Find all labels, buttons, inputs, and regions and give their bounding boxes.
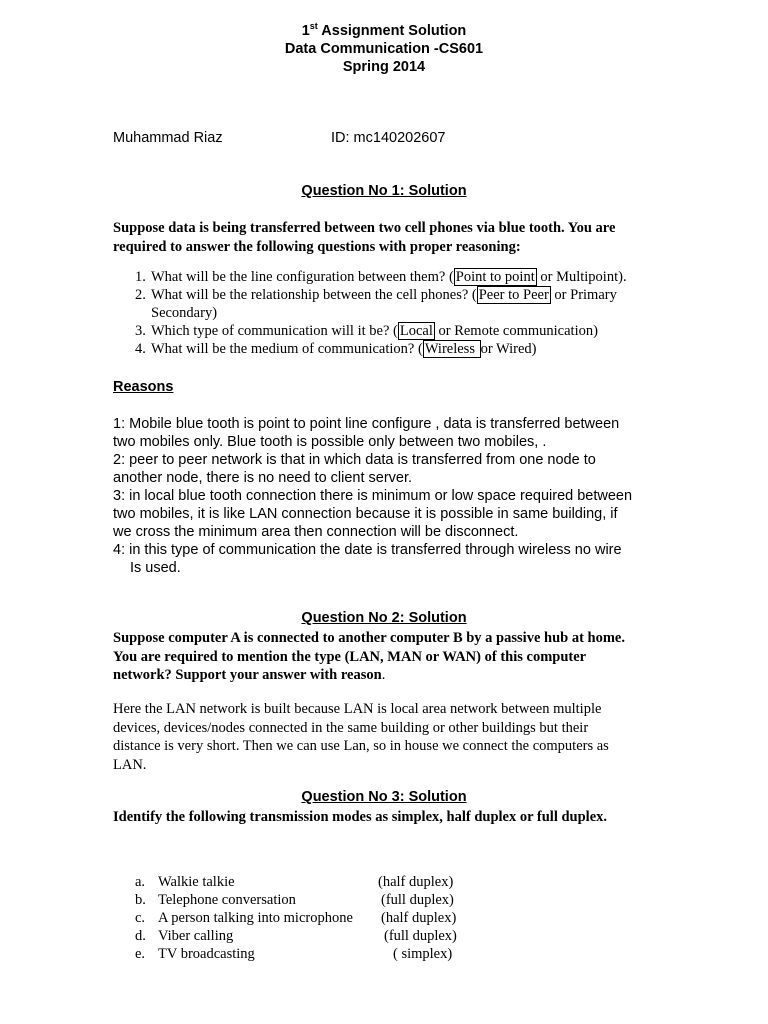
q2-prompt-line3: network? Support your answer with reason. xyxy=(113,667,386,683)
mode-answer: (full duplex) xyxy=(384,928,457,944)
mode-row: b. Telephone conversation (full duplex) xyxy=(135,892,454,908)
q1-item-3: 3. Which type of communication will it be? ( Local or Remote communication) xyxy=(135,323,598,339)
reason-line: 4: in this type of communication the date is transferred through wireless no wire xyxy=(113,542,622,558)
title-number: 1 xyxy=(301,23,310,39)
selected-answer-box: Point to point xyxy=(455,269,535,285)
q2-prompt-line1: Suppose computer A is connected to another computer B by a passive hub at home. xyxy=(113,630,625,646)
q3-prompt: Identify the following transmission modes as simplex, half duplex or full duplex. xyxy=(113,809,608,825)
q2-heading: Question No 2: Solution xyxy=(301,610,467,626)
q1-item-2: 2. What will be the relationship between the cell phones? ( Peer to Peer or Primary Secondary) xyxy=(135,287,617,321)
mode-row: a. Walkie talkie (half duplex) xyxy=(135,874,454,890)
reason-line: another node, there is no need to client server. xyxy=(113,470,413,486)
mode-answer: (half duplex) xyxy=(378,874,454,890)
reason-line: 1: Mobile blue tooth is point to point line configure , data is transferred between xyxy=(113,416,620,432)
selected-answer-box: Wireless xyxy=(424,341,479,357)
q1-item-4: 4. What will be the medium of communication? ( Wireless or Wired) xyxy=(135,341,537,357)
mode-row: e. TV broadcasting ( simplex) xyxy=(135,946,453,962)
selected-answer-box: Local xyxy=(399,323,433,339)
q2-answer xyxy=(113,700,673,774)
reason-line: two mobiles only. Blue tooth is possible only between two mobiles, . xyxy=(113,434,547,450)
mode-answer: (full duplex) xyxy=(381,892,454,908)
q2-prompt xyxy=(113,629,673,685)
q1-item-1: 1. What will be the line configuration between them? ( Point to point or Multipoint). xyxy=(135,269,627,285)
reason-line: 3: in local blue tooth connection there is minimum or low space required between xyxy=(113,488,633,504)
q1-heading: Question No 1: Solution xyxy=(301,183,467,199)
mode-row: c. A person talking into microphone (half duplex) xyxy=(135,910,457,926)
q2-prompt-line2: You are required to mention the type (LAN, MAN or WAN) of this computer xyxy=(113,648,587,665)
reason-line: 2: peer to peer network is that in which data is transferred from one node to xyxy=(113,452,596,468)
course-title: Data Communication -CS601 xyxy=(284,41,484,57)
mode-row: d. Viber calling (full duplex) xyxy=(135,928,457,944)
q1-prompt xyxy=(113,219,673,256)
reason-line: Is used. xyxy=(130,560,181,576)
mode-answer: (half duplex) xyxy=(381,910,457,926)
assignment-title xyxy=(0,22,768,40)
answer-line: Here the LAN network is built because LAN is local area network between multiple xyxy=(113,701,602,717)
q1-prompt-line2: required to answer the following questions with proper reasoning: xyxy=(113,238,521,255)
answer-line: devices, devices/nodes connected in the same building or other buildings but their xyxy=(113,719,589,736)
student-name: Muhammad Riaz xyxy=(113,130,223,146)
reasons-heading: Reasons xyxy=(113,379,174,395)
title-superscript: st xyxy=(309,21,318,32)
reason-line: we cross the minimum area then connection will be disconnect. xyxy=(113,524,519,540)
reason-line: two mobiles, it is like LAN connection because it is possible in same building, if xyxy=(113,506,618,522)
student-id: ID: mc140202607 xyxy=(331,130,446,146)
title-text: Assignment Solution xyxy=(317,23,467,39)
semester-title: Spring 2014 xyxy=(342,59,426,75)
selected-answer-box: Peer to Peer xyxy=(478,287,549,303)
answer-line: distance is very short. Then we can use Lan, so in house we connect the computers as xyxy=(113,738,609,754)
q1-prompt-line1: Suppose data is being transferred between two cell phones via blue tooth. You are xyxy=(113,220,616,236)
answer-line: LAN. xyxy=(113,756,147,773)
reasons-text xyxy=(113,415,673,577)
q3-heading: Question No 3: Solution xyxy=(301,789,467,805)
q1-question-list xyxy=(113,268,673,358)
mode-answer: ( simplex) xyxy=(393,946,453,962)
